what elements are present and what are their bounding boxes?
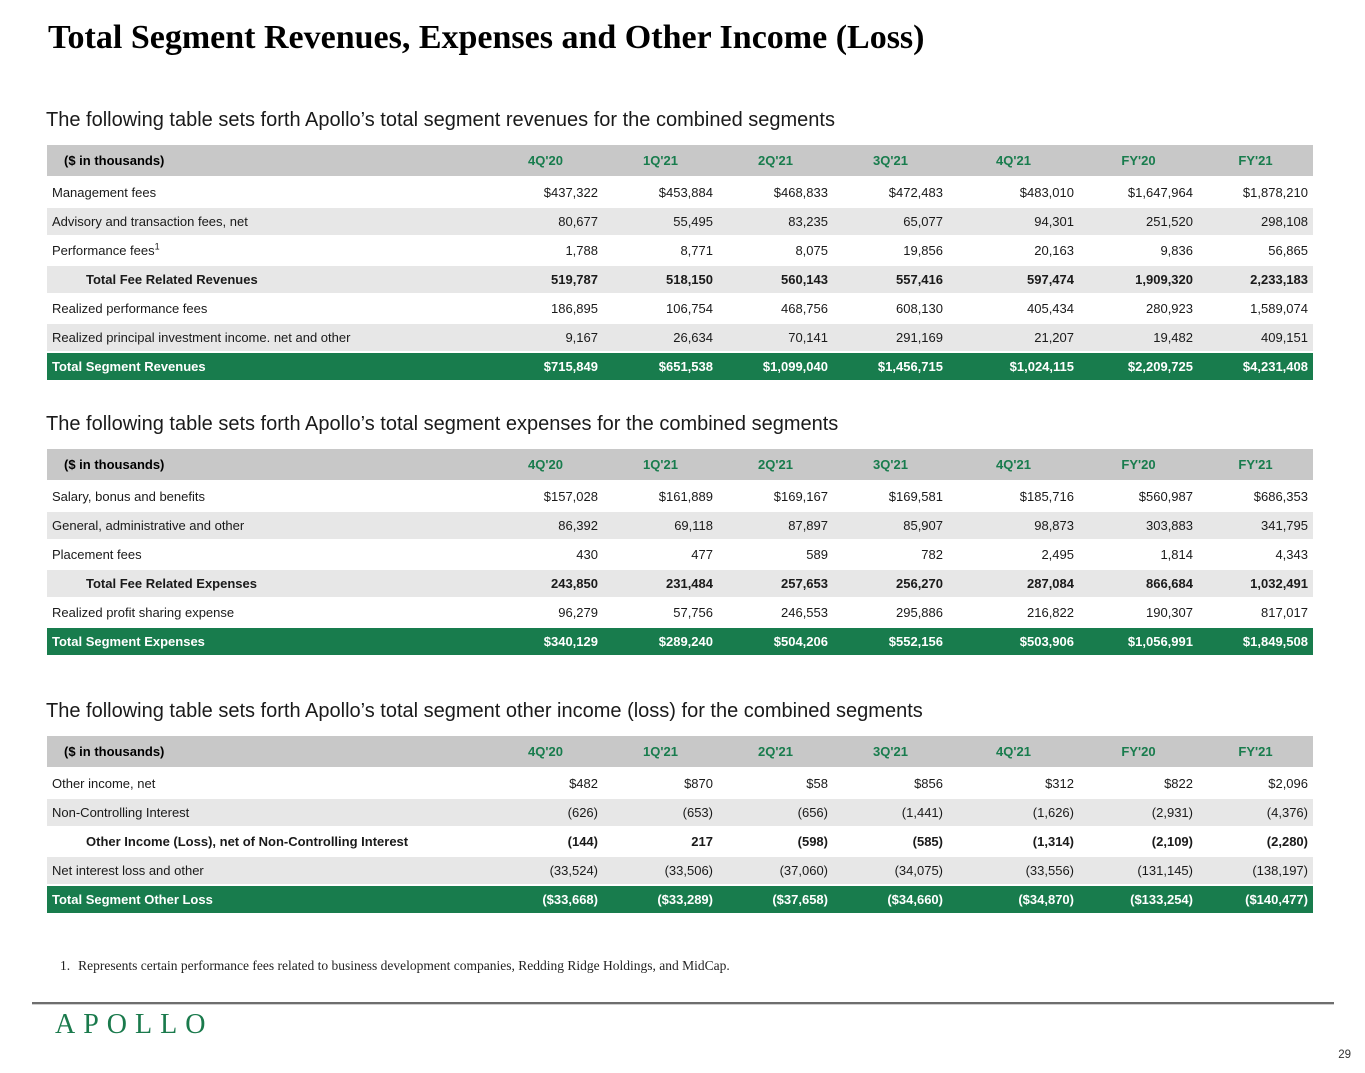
value-cell: 87,897 (718, 511, 833, 540)
value-cell: (131,145) (1079, 856, 1198, 885)
value-cell: (1,626) (948, 798, 1079, 827)
value-cell: $453,884 (603, 178, 718, 208)
value-cell: $822 (1079, 769, 1198, 799)
footnote (60, 958, 730, 974)
value-cell: $482 (488, 769, 603, 799)
value-cell: ($33,289) (603, 885, 718, 914)
value-cell: $560,987 (1079, 482, 1198, 512)
value-cell: $686,353 (1198, 482, 1313, 512)
table-row (47, 236, 1313, 265)
value-cell: 8,771 (603, 236, 718, 265)
row-label: Non-Controlling Interest (47, 798, 488, 827)
page-number: 29 (1338, 1049, 1351, 1061)
value-cell: (33,556) (948, 856, 1079, 885)
column-header: 3Q'21 (833, 449, 948, 482)
value-cell: 256,270 (833, 569, 948, 598)
value-cell: 8,075 (718, 236, 833, 265)
table-row (47, 569, 1313, 598)
value-cell: 1,589,074 (1198, 294, 1313, 323)
slide-page (0, 18, 1365, 1061)
column-header: 2Q'21 (718, 145, 833, 178)
value-cell: $504,206 (718, 627, 833, 656)
column-header: FY'20 (1079, 145, 1198, 178)
value-cell: (4,376) (1198, 798, 1313, 827)
value-cell: 9,167 (488, 323, 603, 352)
table-row (47, 178, 1313, 208)
value-cell: 1,032,491 (1198, 569, 1313, 598)
row-label: Total Segment Expenses (47, 627, 488, 656)
value-cell: 557,416 (833, 265, 948, 294)
value-cell: (626) (488, 798, 603, 827)
value-cell: 186,895 (488, 294, 603, 323)
row-label: Performance fees$^1$ (47, 236, 488, 265)
value-cell: $169,167 (718, 482, 833, 512)
column-header: 3Q'21 (833, 736, 948, 769)
value-cell: 341,795 (1198, 511, 1313, 540)
value-cell: $870 (603, 769, 718, 799)
value-cell: 782 (833, 540, 948, 569)
value-cell: 298,108 (1198, 207, 1313, 236)
section-subtitle: The following table sets forth Apollo’s total segment expenses for the combined segments (46, 413, 839, 435)
value-cell: 295,886 (833, 598, 948, 627)
row-label: General, administrative and other (47, 511, 488, 540)
value-cell: $58 (718, 769, 833, 799)
value-cell: 291,169 (833, 323, 948, 352)
footer-divider (32, 1002, 1334, 1005)
column-header: 4Q'20 (488, 736, 603, 769)
unit-label: ($ in thousands) (47, 145, 488, 178)
value-cell: ($34,660) (833, 885, 948, 914)
value-cell: (653) (603, 798, 718, 827)
table-header-row (47, 736, 1313, 769)
value-cell: 57,756 (603, 598, 718, 627)
value-cell: 257,653 (718, 569, 833, 598)
value-cell: $185,716 (948, 482, 1079, 512)
value-cell: 80,677 (488, 207, 603, 236)
column-header: 1Q'21 (603, 145, 718, 178)
footnote-marker: 1. (60, 958, 71, 973)
value-cell: $856 (833, 769, 948, 799)
value-cell: 96,279 (488, 598, 603, 627)
value-cell: ($33,668) (488, 885, 603, 914)
value-cell: 251,520 (1079, 207, 1198, 236)
row-label: Net interest loss and other (47, 856, 488, 885)
value-cell: 597,474 (948, 265, 1079, 294)
value-cell: 1,788 (488, 236, 603, 265)
table-row (47, 885, 1313, 914)
table-row (47, 511, 1313, 540)
value-cell: 817,017 (1198, 598, 1313, 627)
column-header: FY'21 (1198, 145, 1313, 178)
value-cell: 231,484 (603, 569, 718, 598)
row-label: Realized performance fees (47, 294, 488, 323)
unit-label: ($ in thousands) (47, 449, 488, 482)
value-cell: $169,581 (833, 482, 948, 512)
table-sections (0, 108, 1365, 915)
value-cell: (1,314) (948, 827, 1079, 856)
value-cell: (598) (718, 827, 833, 856)
value-cell: 55,495 (603, 207, 718, 236)
column-header: FY'20 (1079, 736, 1198, 769)
value-cell: 2,233,183 (1198, 265, 1313, 294)
section-subtitle: The following table sets forth Apollo’s total segment revenues for the combined segments (46, 109, 835, 131)
value-cell: $437,322 (488, 178, 603, 208)
value-cell: 589 (718, 540, 833, 569)
value-cell: 246,553 (718, 598, 833, 627)
financial-table (47, 145, 1313, 382)
row-label: Other income, net (47, 769, 488, 799)
value-cell: 243,850 (488, 569, 603, 598)
table-row (47, 540, 1313, 569)
column-header: 3Q'21 (833, 145, 948, 178)
value-cell: $715,849 (488, 352, 603, 381)
column-header: 4Q'21 (948, 736, 1079, 769)
value-cell: 65,077 (833, 207, 948, 236)
table-row (47, 798, 1313, 827)
value-cell: (34,075) (833, 856, 948, 885)
apollo-logo: APOLLO (55, 1009, 214, 1040)
table-row (47, 769, 1313, 799)
value-cell: $552,156 (833, 627, 948, 656)
row-label: Total Segment Revenues (47, 352, 488, 381)
value-cell: 4,343 (1198, 540, 1313, 569)
value-cell: 560,143 (718, 265, 833, 294)
value-cell: 866,684 (1079, 569, 1198, 598)
value-cell: $1,024,115 (948, 352, 1079, 381)
value-cell: $4,231,408 (1198, 352, 1313, 381)
row-label: Advisory and transaction fees, net (47, 207, 488, 236)
value-cell: $1,099,040 (718, 352, 833, 381)
column-header: FY'21 (1198, 449, 1313, 482)
table-row (47, 627, 1313, 656)
table-row (47, 265, 1313, 294)
unit-label: ($ in thousands) (47, 736, 488, 769)
column-header: 4Q'21 (948, 145, 1079, 178)
value-cell: (1,441) (833, 798, 948, 827)
financial-table (47, 736, 1313, 915)
column-header: FY'20 (1079, 449, 1198, 482)
value-cell: (656) (718, 798, 833, 827)
column-header: 4Q'21 (948, 449, 1079, 482)
row-label: Realized profit sharing expense (47, 598, 488, 627)
value-cell: ($37,658) (718, 885, 833, 914)
value-cell: $472,483 (833, 178, 948, 208)
value-cell: 85,907 (833, 511, 948, 540)
value-cell: 303,883 (1079, 511, 1198, 540)
value-cell: (585) (833, 827, 948, 856)
value-cell: $1,056,991 (1079, 627, 1198, 656)
column-header: FY'21 (1198, 736, 1313, 769)
value-cell: $2,096 (1198, 769, 1313, 799)
value-cell: (138,197) (1198, 856, 1313, 885)
value-cell: $340,129 (488, 627, 603, 656)
value-cell: 26,634 (603, 323, 718, 352)
value-cell: (2,109) (1079, 827, 1198, 856)
footnote-reference: 1 (154, 241, 160, 252)
value-cell: 2,495 (948, 540, 1079, 569)
value-cell: (33,524) (488, 856, 603, 885)
value-cell: 20,163 (948, 236, 1079, 265)
value-cell: $483,010 (948, 178, 1079, 208)
value-cell: 21,207 (948, 323, 1079, 352)
value-cell: $289,240 (603, 627, 718, 656)
value-cell: ($133,254) (1079, 885, 1198, 914)
value-cell: 217 (603, 827, 718, 856)
column-header: 2Q'21 (718, 449, 833, 482)
value-cell: 477 (603, 540, 718, 569)
value-cell: 468,756 (718, 294, 833, 323)
table-row (47, 598, 1313, 627)
row-label: Realized principal investment income. net and other (47, 323, 488, 352)
row-label: Management fees (47, 178, 488, 208)
value-cell: (2,280) (1198, 827, 1313, 856)
column-header: 4Q'20 (488, 449, 603, 482)
table-row (47, 352, 1313, 381)
row-label: Other Income (Loss), net of Non-Controlling Interest (47, 827, 488, 856)
value-cell: $1,456,715 (833, 352, 948, 381)
row-label: Salary, bonus and benefits (47, 482, 488, 512)
column-header: 1Q'21 (603, 449, 718, 482)
value-cell: 1,814 (1079, 540, 1198, 569)
table-header-row (47, 145, 1313, 178)
value-cell: 86,392 (488, 511, 603, 540)
value-cell: 190,307 (1079, 598, 1198, 627)
value-cell: $651,538 (603, 352, 718, 381)
row-label: Total Fee Related Expenses (47, 569, 488, 598)
financial-table (47, 449, 1313, 657)
table-row (47, 856, 1313, 885)
value-cell: 518,150 (603, 265, 718, 294)
value-cell: $312 (948, 769, 1079, 799)
table-row (47, 323, 1313, 352)
value-cell: ($140,477) (1198, 885, 1313, 914)
page-title: Total Segment Revenues, Expenses and Other Income (Loss) (48, 19, 925, 56)
value-cell: 519,787 (488, 265, 603, 294)
value-cell: 98,873 (948, 511, 1079, 540)
value-cell: $503,906 (948, 627, 1079, 656)
column-header: 1Q'21 (603, 736, 718, 769)
value-cell: 608,130 (833, 294, 948, 323)
value-cell: $157,028 (488, 482, 603, 512)
row-label: Placement fees (47, 540, 488, 569)
section-subtitle: The following table sets forth Apollo’s total segment other income (loss) for the combined segments (46, 700, 923, 722)
value-cell: $468,833 (718, 178, 833, 208)
value-cell: 94,301 (948, 207, 1079, 236)
table-row (47, 207, 1313, 236)
value-cell: 409,151 (1198, 323, 1313, 352)
value-cell: $1,878,210 (1198, 178, 1313, 208)
value-cell: 9,836 (1079, 236, 1198, 265)
value-cell: 83,235 (718, 207, 833, 236)
value-cell: (33,506) (603, 856, 718, 885)
table-header-row (47, 449, 1313, 482)
row-label: Total Fee Related Revenues (47, 265, 488, 294)
value-cell: 405,434 (948, 294, 1079, 323)
value-cell: (2,931) (1079, 798, 1198, 827)
value-cell: 56,865 (1198, 236, 1313, 265)
value-cell: 287,084 (948, 569, 1079, 598)
value-cell: 216,822 (948, 598, 1079, 627)
value-cell: 1,909,320 (1079, 265, 1198, 294)
column-header: 4Q'20 (488, 145, 603, 178)
footnote-text: Represents certain performance fees related to business development companies, Redding Ridge Holdings, and MidCap. (78, 958, 730, 973)
table-row (47, 482, 1313, 512)
value-cell: $1,647,964 (1079, 178, 1198, 208)
value-cell: 280,923 (1079, 294, 1198, 323)
value-cell: 70,141 (718, 323, 833, 352)
value-cell: 69,118 (603, 511, 718, 540)
table-row (47, 827, 1313, 856)
value-cell: 19,856 (833, 236, 948, 265)
value-cell: (37,060) (718, 856, 833, 885)
value-cell: ($34,870) (948, 885, 1079, 914)
column-header: 2Q'21 (718, 736, 833, 769)
value-cell: 106,754 (603, 294, 718, 323)
value-cell: $1,849,508 (1198, 627, 1313, 656)
value-cell: (144) (488, 827, 603, 856)
value-cell: 430 (488, 540, 603, 569)
row-label: Total Segment Other Loss (47, 885, 488, 914)
value-cell: $161,889 (603, 482, 718, 512)
table-row (47, 294, 1313, 323)
value-cell: $2,209,725 (1079, 352, 1198, 381)
value-cell: 19,482 (1079, 323, 1198, 352)
